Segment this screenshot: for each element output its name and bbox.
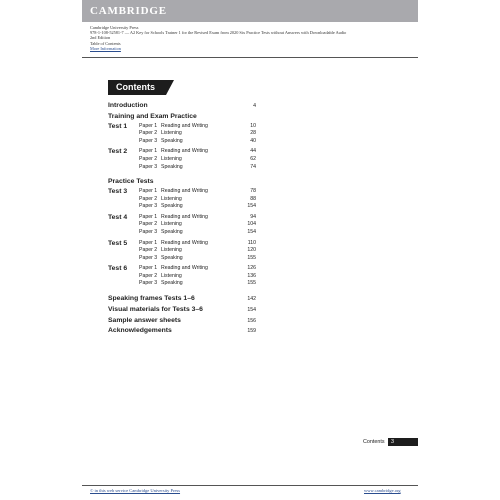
cambridge-logo: CAMBRIDGE bbox=[90, 5, 167, 17]
section-heading-label: Training and Exam Practice bbox=[108, 112, 197, 120]
test-paper-row bbox=[108, 138, 256, 146]
paper-title: Speaking bbox=[161, 254, 183, 261]
toc-entry-label: Speaking frames Tests 1–6 bbox=[108, 295, 195, 303]
paper-page: 155 bbox=[247, 280, 256, 287]
paper-number: Paper 1 bbox=[139, 213, 158, 220]
footer-section-label: Contents bbox=[363, 439, 385, 445]
paper-title: Listening bbox=[161, 130, 182, 137]
paper-page: 126 bbox=[247, 265, 256, 272]
paper-number: Paper 3 bbox=[139, 280, 158, 287]
paper-number: Paper 2 bbox=[139, 130, 158, 137]
toc-entry-introduction bbox=[108, 101, 256, 112]
paper-number: Paper 1 bbox=[139, 122, 158, 129]
paper-number: Paper 1 bbox=[139, 187, 158, 194]
contents-heading: Contents bbox=[108, 80, 166, 95]
paper-page: 154 bbox=[247, 203, 256, 210]
toc-entry-label: Introduction bbox=[108, 102, 148, 109]
paper-page: 88 bbox=[250, 195, 256, 202]
paper-number: Paper 3 bbox=[139, 137, 158, 144]
toc-entry-page: 156 bbox=[247, 317, 256, 324]
test-paper-row bbox=[108, 265, 256, 273]
section-heading-practice bbox=[108, 177, 256, 188]
paper-title: Speaking bbox=[161, 228, 183, 235]
test-name: Test 5 bbox=[108, 239, 128, 247]
paper-number: Paper 2 bbox=[139, 155, 158, 162]
copyright-link[interactable]: © in this web service Cambridge University Press bbox=[90, 488, 181, 493]
paper-number: Paper 3 bbox=[139, 254, 158, 261]
paper-page: 40 bbox=[250, 137, 256, 144]
test-paper-row bbox=[108, 188, 256, 196]
paper-page: 120 bbox=[247, 247, 256, 254]
toc-entry-label: Sample answer sheets bbox=[108, 316, 181, 324]
test-paper-row bbox=[108, 130, 256, 138]
toc-entry-page: 159 bbox=[247, 328, 256, 335]
website-link[interactable]: www.cambridge.org bbox=[364, 488, 401, 493]
book-metadata bbox=[90, 25, 420, 51]
test-paper-row bbox=[108, 221, 256, 229]
paper-title: Reading and Writing bbox=[161, 213, 208, 220]
paper-page: 74 bbox=[250, 163, 256, 170]
paper-number: Paper 2 bbox=[139, 195, 158, 202]
paper-page: 94 bbox=[250, 213, 256, 220]
paper-number: Paper 1 bbox=[139, 265, 158, 272]
test-paper-row bbox=[108, 240, 256, 248]
test-paper-row bbox=[108, 273, 256, 281]
test-block bbox=[108, 188, 256, 211]
test-paper-row bbox=[108, 280, 256, 288]
test-name: Test 4 bbox=[108, 213, 128, 221]
paper-title: Listening bbox=[161, 195, 182, 202]
toc-entry-label: Visual materials for Tests 3–6 bbox=[108, 305, 203, 313]
test-name: Test 2 bbox=[108, 148, 128, 156]
toc-entry-page: 142 bbox=[247, 296, 256, 303]
toc-entry-extra bbox=[108, 326, 256, 337]
test-paper-row bbox=[108, 255, 256, 263]
publisher-line: Cambridge University Press bbox=[90, 25, 139, 30]
paper-page: 136 bbox=[247, 272, 256, 279]
paper-number: Paper 3 bbox=[139, 228, 158, 235]
test-paper-row bbox=[108, 247, 256, 255]
paper-title: Reading and Writing bbox=[161, 187, 208, 194]
paper-number: Paper 3 bbox=[139, 203, 158, 210]
paper-number: Paper 2 bbox=[139, 221, 158, 228]
toc-entry-extra bbox=[108, 294, 256, 305]
paper-title: Reading and Writing bbox=[161, 239, 208, 246]
paper-title: Listening bbox=[161, 272, 182, 279]
test-name: Test 1 bbox=[108, 122, 128, 130]
test-paper-row bbox=[108, 229, 256, 237]
test-paper-row bbox=[108, 164, 256, 172]
paper-title: Reading and Writing bbox=[161, 148, 208, 155]
paper-page: 155 bbox=[247, 254, 256, 261]
toc-entry-page: 154 bbox=[247, 306, 256, 313]
paper-page: 62 bbox=[250, 155, 256, 162]
toc-entry-extra bbox=[108, 305, 256, 316]
paper-page: 104 bbox=[247, 221, 256, 228]
paper-number: Paper 3 bbox=[139, 163, 158, 170]
paper-page: 78 bbox=[250, 187, 256, 194]
test-paper-row bbox=[108, 148, 256, 156]
page-number-badge: 3 bbox=[388, 438, 418, 446]
paper-page: 10 bbox=[250, 122, 256, 129]
paper-title: Speaking bbox=[161, 137, 183, 144]
paper-title: Speaking bbox=[161, 163, 183, 170]
paper-title: Speaking bbox=[161, 203, 183, 210]
header-banner bbox=[82, 0, 418, 22]
test-block bbox=[108, 214, 256, 237]
test-block bbox=[108, 123, 256, 146]
more-information-link[interactable]: More Information bbox=[90, 45, 121, 51]
test-paper-row bbox=[108, 196, 256, 204]
paper-title: Listening bbox=[161, 221, 182, 228]
test-paper-row bbox=[108, 203, 256, 211]
paper-page: 28 bbox=[250, 130, 256, 137]
paper-title: Speaking bbox=[161, 280, 183, 287]
paper-page: 154 bbox=[247, 228, 256, 235]
test-name: Test 6 bbox=[108, 265, 128, 273]
footer-divider bbox=[82, 485, 418, 486]
isbn-title-line: 978-1-108-52581-7 — A2 Key for Schools Trainer 1 for the Revised Exam from 2020 Six Practice Tests without Answers with Downloadable Audio bbox=[90, 30, 347, 36]
test-block bbox=[108, 240, 256, 263]
paper-page: 110 bbox=[247, 239, 256, 246]
paper-title: Reading and Writing bbox=[161, 122, 208, 129]
paper-number: Paper 2 bbox=[139, 272, 158, 279]
toc-entry-page: 4 bbox=[253, 103, 256, 109]
paper-number: Paper 1 bbox=[139, 239, 158, 246]
table-of-contents bbox=[108, 101, 256, 337]
paper-page: 44 bbox=[250, 148, 256, 155]
test-paper-row bbox=[108, 123, 256, 131]
test-paper-row bbox=[108, 214, 256, 222]
paper-title: Reading and Writing bbox=[161, 265, 208, 272]
test-block bbox=[108, 148, 256, 171]
test-paper-row bbox=[108, 156, 256, 164]
section-heading-label: Practice Tests bbox=[108, 178, 154, 186]
paper-number: Paper 2 bbox=[139, 247, 158, 254]
toc-line: Table of Contents bbox=[90, 40, 121, 46]
paper-title: Listening bbox=[161, 155, 182, 162]
header-divider bbox=[82, 57, 418, 58]
section-heading-training bbox=[108, 112, 256, 123]
edition-line: 2nd Edition bbox=[90, 35, 111, 41]
test-name: Test 3 bbox=[108, 187, 128, 195]
toc-entry-label: Acknowledgements bbox=[108, 327, 172, 335]
paper-number: Paper 1 bbox=[139, 148, 158, 155]
test-block bbox=[108, 265, 256, 288]
toc-entry-extra bbox=[108, 316, 256, 327]
paper-title: Listening bbox=[161, 247, 182, 254]
